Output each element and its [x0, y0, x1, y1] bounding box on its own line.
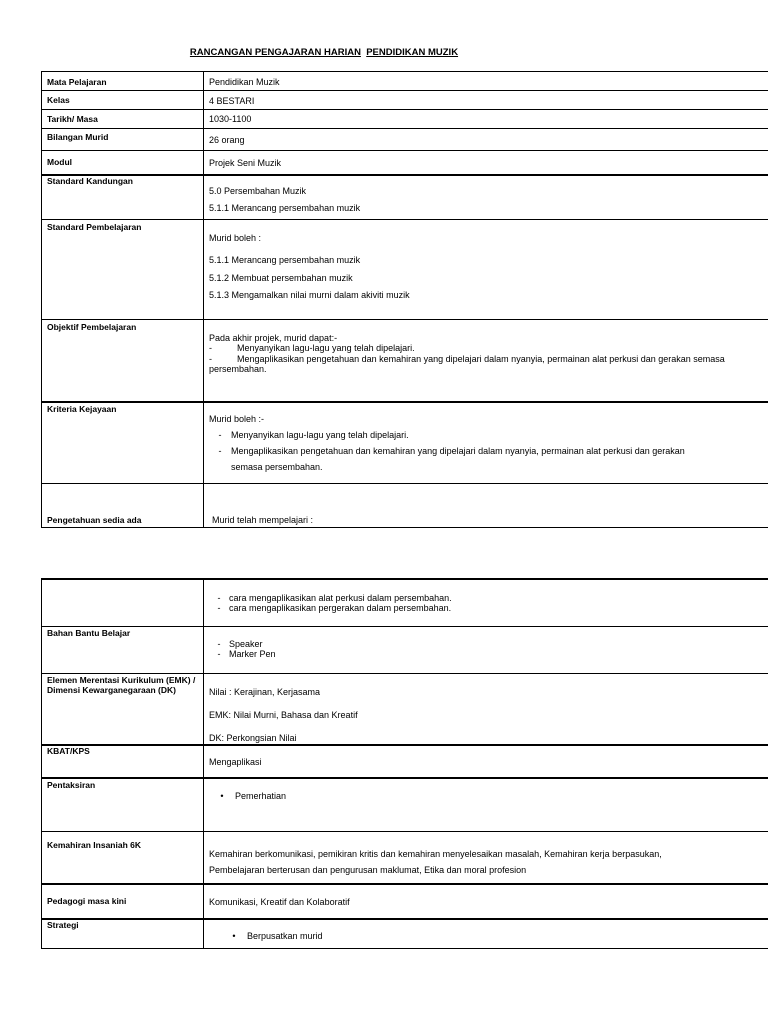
strategi-item: • Berpusatkan murid [232, 931, 323, 942]
row-standard-kandungan [42, 175, 768, 220]
row-standard-pembelajaran [42, 220, 768, 320]
label-kriteria: Kriteria Kejayaan [42, 402, 204, 484]
pc-item-2: - cara mengaplikasikan pergerakan dalam persembahan. [217, 603, 452, 614]
kk-item-2: - Mengaplikasikan pengetahuan dan kemahiran yang dipelajari dalam nyanyia, permainan alat perkusi dan gerakan [218, 446, 685, 456]
value-kbat: Mengaplikasi [204, 745, 768, 778]
lesson-plan-table-1 [41, 71, 768, 528]
kk-intro: Murid boleh :- [209, 413, 265, 424]
label-bahan: Bahan Bantu Belajar [42, 626, 204, 673]
row-pengetahuan-cont [42, 579, 768, 626]
kk-item-1: - Menyanyikan lagu-lagu yang telah dipelajari. [218, 429, 409, 440]
value-kriteria [204, 402, 768, 484]
row-bilangan [42, 129, 768, 151]
label-bilangan: Bilangan Murid [42, 129, 204, 151]
sp-line-1: 5.1.1 Merancang persembahan muzik [209, 255, 361, 266]
label-strategi: Strategi [42, 919, 204, 948]
obj-item-1: - Menyanyikan lagu-lagu yang telah dipelajari. [209, 343, 415, 354]
value-pentaksiran [204, 778, 768, 831]
value-modul: Projek Seni Muzik [204, 151, 768, 175]
value-standard-pembelajaran [204, 220, 768, 320]
title-part1: RANCANGAN PENGAJARAN HARIAN [189, 47, 361, 58]
value-pengetahuan: Murid telah mempelajari : [204, 484, 768, 528]
emk-line-2: EMK: Nilai Murni, Bahasa dan Kreatif [209, 709, 358, 720]
obj-item-2: - Mengaplikasikan pengetahuan dan kemahiran yang dipelajari dalam nyanyia, permainan alat perkusi dan gerakan semasa persembahan. [209, 353, 725, 375]
row-kelas [42, 91, 768, 110]
label-standard-kandungan: Standard Kandungan [42, 175, 204, 220]
lesson-plan-table-2 [41, 578, 768, 949]
label-objektif: Objektif Pembelajaran [42, 320, 204, 402]
page-title [0, 47, 648, 58]
kemahiran-line-2: Pembelajaran berterusan dan pengurusan maklumat, Etika dan moral profesion [209, 865, 527, 875]
value-bahan [204, 626, 768, 673]
label-standard-pembelajaran: Standard Pembelajaran [42, 220, 204, 320]
value-pengetahuan-cont [204, 579, 768, 626]
row-bahan [42, 626, 768, 673]
row-kbat [42, 745, 768, 778]
value-pedagogi: Komunikasi, Kreatif dan Kolaboratif [204, 884, 768, 919]
row-mata-pelajaran [42, 72, 768, 91]
value-objektif [204, 320, 768, 402]
label-tarikh: Tarikh/ Masa [42, 110, 204, 129]
label-kelas: Kelas [42, 91, 204, 110]
label-pentaksiran: Pentaksiran [42, 778, 204, 831]
pc-item-1: - cara mengaplikasikan alat perkusi dalam persembahan. [217, 593, 452, 603]
kk-item-3: semasa persembahan. [231, 462, 323, 473]
value-kelas: 4 BESTARI [204, 91, 768, 110]
label-pedagogi: Pedagogi masa kini [42, 884, 204, 919]
value-kemahiran [204, 831, 768, 884]
label-emk: Elemen Merentasi Kurikulum (EMK) / Dimensi Kewarganegaraan (DK) [42, 673, 204, 745]
label-modul: Modul [42, 151, 204, 175]
value-bilangan: 26 orang [204, 129, 768, 151]
value-emk [204, 673, 768, 745]
value-mata-pelajaran: Pendidikan Muzik [204, 72, 768, 91]
row-pengetahuan [42, 484, 768, 528]
label-kemahiran: Kemahiran Insaniah 6K [42, 831, 204, 884]
row-strategi [42, 919, 768, 948]
row-pedagogi [42, 884, 768, 919]
row-pentaksiran [42, 778, 768, 831]
row-emk [42, 673, 768, 745]
sp-line-3: 5.1.3 Mengamalkan nilai murni dalam akiviti muzik [209, 289, 410, 300]
kemahiran-line-1: Kemahiran berkomunikasi, pemikiran kritis dan kemahiran menyelesaikan masalah, Kemahiran kerja berpasukan, [209, 848, 662, 859]
value-standard-kandungan [204, 175, 768, 220]
label-pengetahuan: Pengetahuan sedia ada [42, 484, 204, 528]
row-kriteria [42, 402, 768, 484]
pentaksiran-item: • Pemerhatian [220, 791, 287, 802]
value-strategi [204, 919, 768, 948]
row-tarikh [42, 110, 768, 129]
bahan-item-2: - Marker Pen [217, 648, 276, 659]
row-kemahiran [42, 831, 768, 884]
title-part2: PENDIDIKAN MUZIK [366, 47, 459, 58]
sk-line-2: 5.1.1 Merancang persembahan muzik [209, 202, 361, 213]
sp-intro: Murid boleh : [209, 233, 262, 243]
label-mata-pelajaran: Mata Pelajaran [42, 72, 204, 91]
obj-intro: Pada akhir projek, murid dapat:- [209, 333, 338, 343]
sp-line-2: 5.1.2 Membuat persembahan muzik [209, 272, 353, 283]
bahan-item-1: - Speaker [217, 638, 263, 649]
row-objektif [42, 320, 768, 402]
value-tarikh: 1030-1100 [204, 110, 768, 129]
label-empty [42, 579, 204, 626]
emk-line-3: DK: Perkongsian Nilai [209, 733, 297, 743]
emk-line-1: Nilai : Kerajinan, Kerjasama [209, 686, 321, 697]
sk-line-1: 5.0 Persembahan Muzik [209, 185, 307, 196]
row-modul [42, 151, 768, 175]
label-kbat: KBAT/KPS [42, 745, 204, 778]
